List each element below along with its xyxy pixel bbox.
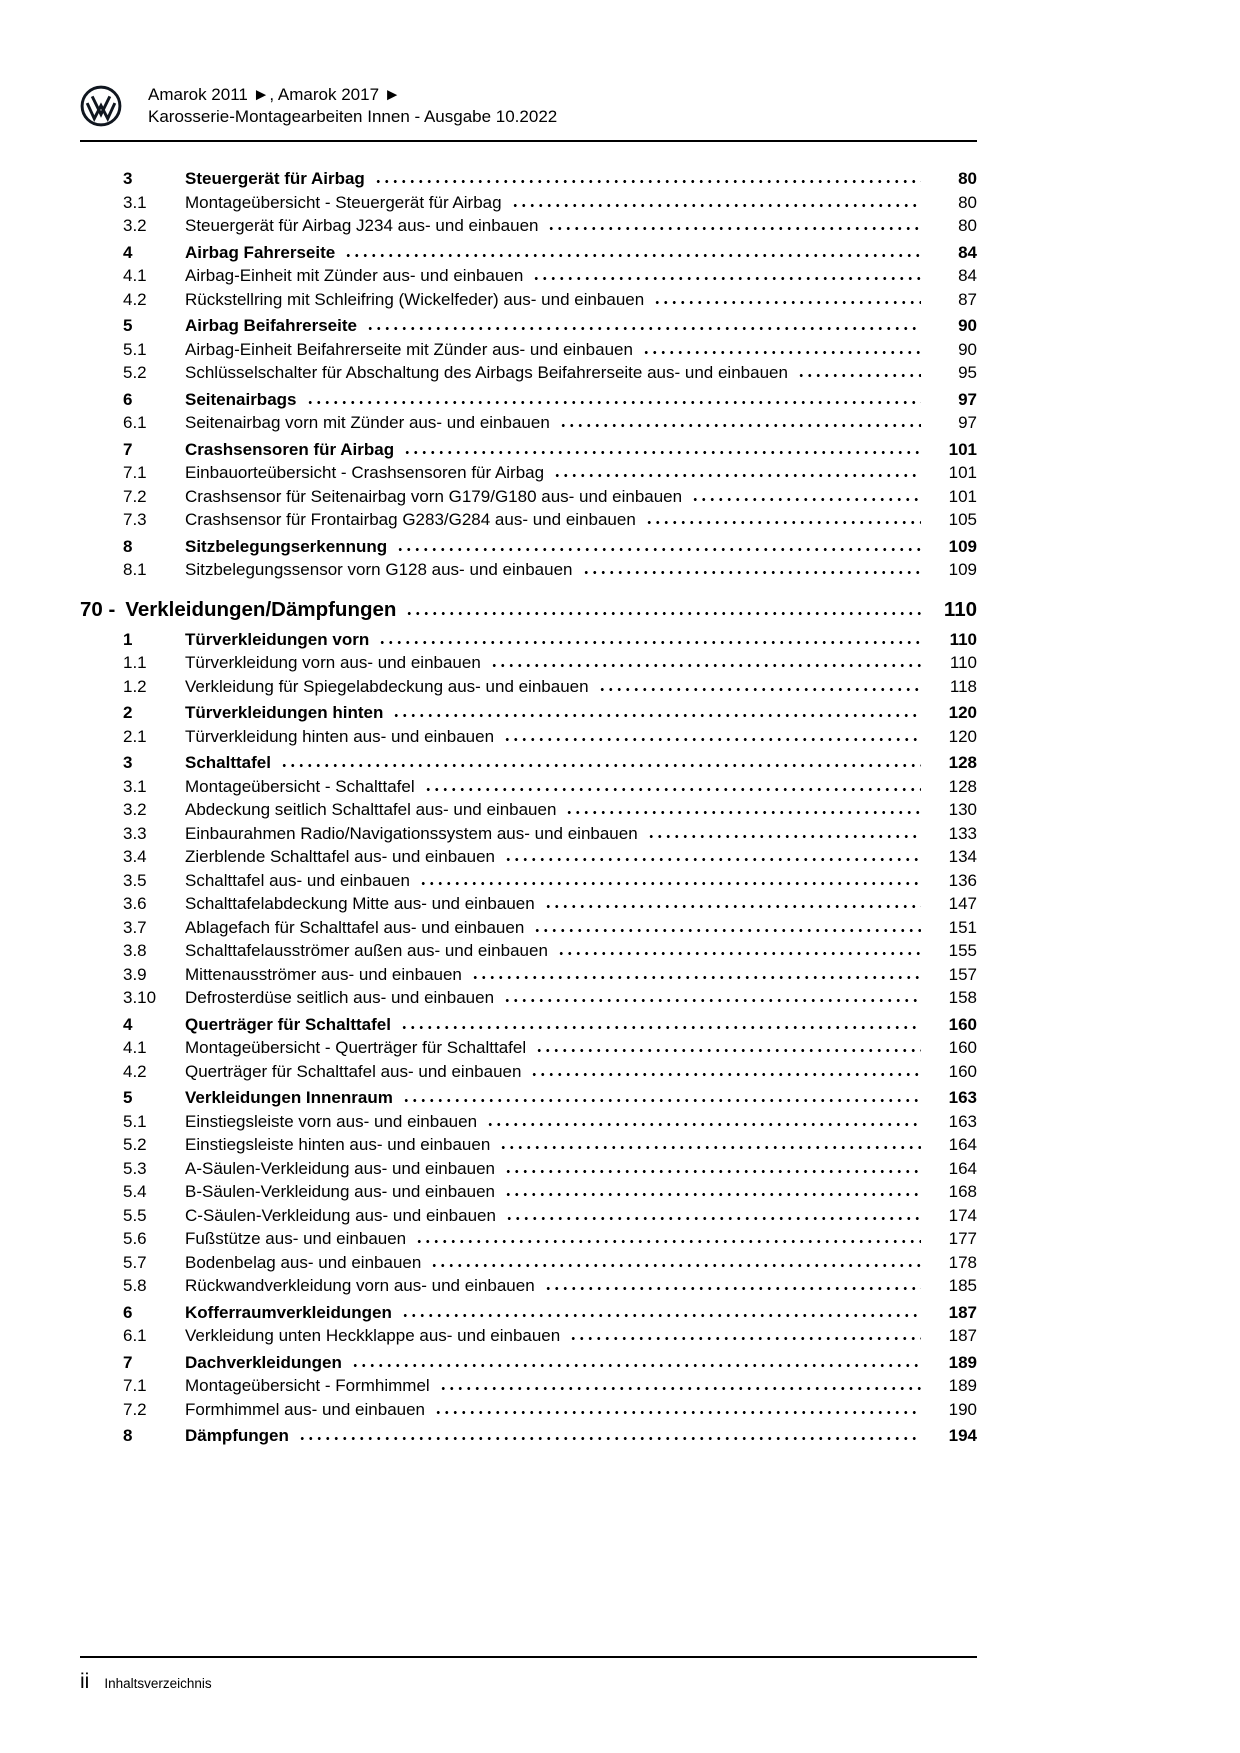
toc-entry-title: Verkleidungen Innenraum bbox=[185, 1088, 393, 1107]
toc-entry-number: 3 bbox=[123, 753, 133, 772]
toc-entry-title: Formhimmel aus- und einbauen bbox=[185, 1399, 426, 1419]
toc-entry-title: Montageübersicht - Steuergerät für Airbag bbox=[185, 192, 502, 212]
toc-row bbox=[80, 892, 977, 916]
toc-entry-number: 3.4 bbox=[123, 847, 147, 866]
dot-leader bbox=[298, 1436, 921, 1441]
dot-leader bbox=[486, 1122, 921, 1127]
toc-entry-page: 80 bbox=[958, 192, 977, 212]
toc-entry-number: 4.1 bbox=[123, 266, 147, 285]
toc-entry-number: 3.1 bbox=[123, 776, 147, 796]
toc-entry-number: 1.1 bbox=[123, 653, 147, 672]
toc-entry-title: Dachverkleidungen bbox=[185, 1352, 342, 1372]
toc-entry-number: 3.3 bbox=[123, 823, 147, 843]
toc-entry-title: Crashsensor für Seitenairbag vorn G179/G180 aus- und einbauen bbox=[185, 486, 683, 506]
toc-entry-page: 160 bbox=[948, 1061, 977, 1081]
toc-row bbox=[80, 264, 977, 288]
toc-entry-number: 6.1 bbox=[123, 1326, 147, 1345]
toc-entry-title: Crashsensoren für Airbag bbox=[185, 439, 395, 459]
toc-entry-number: 3.10 bbox=[123, 988, 157, 1007]
toc-entry-number: 7.1 bbox=[123, 1376, 147, 1395]
toc-row bbox=[80, 535, 977, 559]
page-header bbox=[80, 84, 977, 142]
toc-entry-number: 7.1 bbox=[123, 463, 147, 482]
toc-entry-page: 134 bbox=[948, 847, 977, 866]
toc-row bbox=[80, 916, 977, 940]
toc-entry-title: Defrosterdüse seitlich aus- und einbauen bbox=[185, 988, 495, 1007]
dot-leader bbox=[530, 1072, 921, 1077]
toc-entry-title: Türverkleidungen vorn bbox=[185, 629, 370, 649]
toc-entry-page: 128 bbox=[948, 776, 977, 796]
toc-entry-number: 3.6 bbox=[123, 894, 147, 913]
toc-entry-number: 5.4 bbox=[123, 1182, 147, 1201]
toc-entry-page: 105 bbox=[948, 510, 977, 529]
toc-row bbox=[80, 1060, 977, 1084]
toc-row bbox=[80, 1013, 977, 1037]
toc-row bbox=[80, 675, 977, 699]
toc-row bbox=[80, 845, 977, 869]
toc-entry-page: 90 bbox=[958, 339, 977, 359]
dot-leader bbox=[402, 1098, 921, 1103]
toc-entry-number: 7.3 bbox=[123, 510, 147, 529]
toc-row bbox=[80, 1133, 977, 1157]
toc-entry-number: 7.2 bbox=[123, 486, 147, 506]
toc-entry-page: 120 bbox=[948, 726, 977, 746]
toc-row bbox=[80, 1324, 977, 1348]
dot-leader bbox=[503, 998, 921, 1003]
dot-leader bbox=[653, 300, 921, 305]
toc-entry-number: 5.8 bbox=[123, 1276, 147, 1295]
toc-entry-number: 3.8 bbox=[123, 941, 147, 960]
toc-entry-title: Querträger für Schalttafel aus- und einbauen bbox=[185, 1061, 522, 1081]
toc-row bbox=[80, 1110, 977, 1134]
toc-row bbox=[80, 388, 977, 412]
toc-entry-page: 110 bbox=[949, 629, 977, 649]
toc-entry-page: 163 bbox=[948, 1111, 977, 1131]
toc-list bbox=[80, 167, 977, 1448]
toc-entry-page: 163 bbox=[948, 1088, 977, 1107]
toc-entry-page: 109 bbox=[948, 560, 977, 579]
toc-entry-number: 7 bbox=[123, 1352, 133, 1372]
toc-entry-number: 2 bbox=[123, 703, 133, 722]
toc-entry-title: B-Säulen-Verkleidung aus- und einbauen bbox=[185, 1182, 496, 1201]
toc-entry-page: 174 bbox=[948, 1205, 977, 1225]
toc-row bbox=[80, 628, 977, 652]
toc-row bbox=[80, 1351, 977, 1375]
toc-entry-number: 3.2 bbox=[123, 800, 147, 819]
toc-entry-number: 8 bbox=[123, 536, 133, 556]
toc-entry-title: Schalttafelausströmer außen aus- und einbauen bbox=[185, 941, 548, 960]
dot-leader bbox=[490, 663, 921, 668]
toc-entry-number: 5.5 bbox=[123, 1205, 147, 1225]
toc-entry-page: 84 bbox=[958, 266, 977, 285]
toc-row bbox=[80, 869, 977, 893]
dot-leader bbox=[544, 1286, 921, 1291]
toc-entry-title: Einstiegsleiste vorn aus- und einbauen bbox=[185, 1111, 478, 1131]
toc-row bbox=[80, 338, 977, 362]
toc-entry-title: C-Säulen-Verkleidung aus- und einbauen bbox=[185, 1205, 496, 1225]
dot-leader bbox=[547, 226, 921, 231]
dot-leader bbox=[797, 373, 921, 378]
toc-row bbox=[80, 963, 977, 987]
toc-entry-page: 110 bbox=[949, 653, 977, 672]
toc-row bbox=[80, 485, 977, 509]
toc-entry-page: 177 bbox=[948, 1229, 977, 1248]
dot-leader bbox=[535, 1048, 921, 1053]
toc-row bbox=[80, 798, 977, 822]
toc-row bbox=[80, 461, 977, 485]
toc-entry-number: 3 bbox=[123, 169, 133, 188]
dot-leader bbox=[374, 179, 921, 184]
toc-entry-page: 151 bbox=[948, 917, 977, 937]
toc-entry-number: 5.3 bbox=[123, 1158, 147, 1178]
model-line: Amarok 2011 ►, Amarok 2017 ► bbox=[148, 85, 401, 104]
toc-entry-title: Airbag-Einheit Beifahrerseite mit Zünder aus- und einbauen bbox=[185, 339, 633, 359]
toc-row bbox=[80, 411, 977, 435]
toc-entry-title: Seitenairbag vorn mit Zünder aus- und einbauen bbox=[185, 413, 550, 432]
dot-leader bbox=[504, 1192, 921, 1197]
toc-entry-page: 128 bbox=[948, 753, 977, 772]
toc-entry-number: 3.2 bbox=[123, 216, 147, 235]
toc-entry-title: Bodenbelag aus- und einbauen bbox=[185, 1252, 422, 1272]
toc-entry-number: 5 bbox=[123, 1088, 133, 1107]
dot-leader bbox=[499, 1145, 921, 1150]
toc-entry-number: 7.2 bbox=[123, 1399, 147, 1419]
toc-entry-page: 158 bbox=[948, 988, 977, 1007]
toc-row bbox=[80, 1424, 977, 1448]
toc-entry-page: 155 bbox=[948, 941, 977, 960]
dot-leader bbox=[366, 326, 921, 331]
toc-entry-page: 168 bbox=[948, 1182, 977, 1201]
dot-leader bbox=[306, 400, 922, 405]
dot-leader bbox=[344, 253, 921, 258]
toc-entry-title: Mittenausströmer aus- und einbauen bbox=[185, 964, 462, 984]
dot-leader bbox=[544, 904, 921, 909]
toc-entry-number: 3.1 bbox=[123, 192, 147, 212]
toc-entry-title: Sitzbelegungssensor vorn G128 aus- und einbauen bbox=[185, 560, 573, 579]
toc-entry-number: 3.9 bbox=[123, 964, 147, 984]
toc-entry-number: 4 bbox=[123, 1014, 133, 1034]
dot-leader bbox=[439, 1386, 921, 1391]
toc-entry-title: Ablagefach für Schalttafel aus- und einbauen bbox=[185, 917, 525, 937]
toc-row bbox=[80, 438, 977, 462]
toc-entry-page: 97 bbox=[958, 413, 977, 432]
toc-entry-page: 194 bbox=[948, 1426, 977, 1445]
toc-entry-page: 160 bbox=[948, 1014, 977, 1034]
toc-entry-number: 5.2 bbox=[123, 1135, 147, 1154]
dot-leader bbox=[533, 928, 921, 933]
document-subtitle: Karosserie-Montagearbeiten Innen - Ausgabe 10.2022 bbox=[148, 107, 558, 126]
dot-leader bbox=[405, 611, 921, 616]
toc-entry-title: Seitenairbags bbox=[185, 389, 297, 409]
toc-entry-number: 5.6 bbox=[123, 1229, 147, 1248]
toc-row bbox=[80, 939, 977, 963]
toc-row bbox=[80, 1398, 977, 1422]
toc-row bbox=[80, 558, 977, 582]
toc-row bbox=[80, 595, 977, 625]
toc-entry-page: 109 bbox=[948, 536, 977, 556]
toc-row bbox=[80, 1301, 977, 1325]
toc-entry-title: Airbag Fahrerseite bbox=[185, 242, 336, 262]
toc-row bbox=[80, 214, 977, 238]
toc-entry-title: Türverkleidungen hinten bbox=[185, 703, 384, 722]
dot-leader bbox=[553, 473, 921, 478]
toc-entry-title: Verkleidungen/Dämpfungen bbox=[125, 597, 397, 621]
toc-entry-number: 7 bbox=[123, 439, 133, 459]
toc-entry-title: Steuergerät für Airbag J234 aus- und einbauen bbox=[185, 216, 539, 235]
dot-leader bbox=[503, 737, 921, 742]
toc-entry-title: Schalttafelabdeckung Mitte aus- und einbauen bbox=[185, 894, 535, 913]
dot-leader bbox=[392, 713, 921, 718]
toc-entry-number: 1.2 bbox=[123, 676, 147, 696]
toc-entry-title: Schlüsselschalter für Abschaltung des Airbags Beifahrerseite aus- und einbauen bbox=[185, 363, 788, 382]
toc-entry-number: 8 bbox=[123, 1426, 133, 1445]
toc-entry-title: Montageübersicht - Formhimmel bbox=[185, 1376, 430, 1395]
dot-leader bbox=[424, 787, 921, 792]
toc-entry-title: Verkleidung unten Heckklappe aus- und einbauen bbox=[185, 1326, 561, 1345]
toc-entry-title: Einbaurahmen Radio/Navigationssystem aus- und einbauen bbox=[185, 823, 638, 843]
toc-row bbox=[80, 191, 977, 215]
toc-row bbox=[80, 1274, 977, 1298]
toc-entry-number: 1 bbox=[123, 629, 133, 649]
dot-leader bbox=[559, 423, 921, 428]
toc-entry-title: Verkleidung für Spiegelabdeckung aus- und einbauen bbox=[185, 676, 589, 696]
toc-entry-number: 5.7 bbox=[123, 1252, 147, 1272]
toc-entry-title: Montageübersicht - Schalttafel bbox=[185, 776, 415, 796]
footer-page-number: ii bbox=[80, 1670, 90, 1693]
toc-row bbox=[80, 241, 977, 265]
toc-entry-page: 120 bbox=[948, 703, 977, 722]
dot-leader bbox=[351, 1363, 921, 1368]
vw-logo-icon bbox=[80, 85, 122, 127]
toc-entry-number: 5.1 bbox=[123, 339, 147, 359]
toc-entry-number: 6 bbox=[123, 389, 133, 409]
dot-leader bbox=[511, 203, 921, 208]
dot-leader bbox=[532, 276, 921, 281]
toc-entry-number: 5.1 bbox=[123, 1111, 147, 1131]
footer-section-title: Inhaltsverzeichnis bbox=[104, 1676, 212, 1691]
toc-entry-title: Dämpfungen bbox=[185, 1426, 289, 1445]
toc-entry-number: 4.2 bbox=[123, 289, 147, 309]
toc-row bbox=[80, 1204, 977, 1228]
toc-row bbox=[80, 1227, 977, 1251]
toc-entry-page: 133 bbox=[948, 823, 977, 843]
toc-entry-number: 6.1 bbox=[123, 413, 147, 432]
toc-entry-title: Schalttafel aus- und einbauen bbox=[185, 870, 410, 890]
toc-entry-title: Kofferraumverkleidungen bbox=[185, 1302, 392, 1322]
dot-leader bbox=[504, 1169, 921, 1174]
toc-entry-page: 160 bbox=[948, 1038, 977, 1057]
toc-entry-page: 110 bbox=[943, 597, 977, 621]
toc-entry-page: 189 bbox=[948, 1352, 977, 1372]
toc-entry-page: 185 bbox=[948, 1276, 977, 1295]
dot-leader bbox=[430, 1263, 921, 1268]
dot-leader bbox=[565, 810, 921, 815]
toc-row bbox=[80, 822, 977, 846]
toc-row bbox=[80, 1251, 977, 1275]
toc-entry-number: 3.7 bbox=[123, 917, 147, 937]
dot-leader bbox=[415, 1239, 921, 1244]
toc-entry-number: 8.1 bbox=[123, 560, 147, 579]
toc-entry-title: Querträger für Schalttafel bbox=[185, 1014, 391, 1034]
toc-entry-page: 130 bbox=[948, 800, 977, 819]
toc-row bbox=[80, 651, 977, 675]
toc-entry-page: 164 bbox=[948, 1158, 977, 1178]
page-footer bbox=[80, 1656, 977, 1693]
toc-entry-page: 190 bbox=[948, 1399, 977, 1419]
dot-leader bbox=[419, 881, 921, 886]
toc-entry-page: 80 bbox=[958, 216, 977, 235]
dot-leader bbox=[504, 857, 921, 862]
toc-entry-number: 4.1 bbox=[123, 1038, 147, 1057]
toc-entry-page: 157 bbox=[948, 964, 977, 984]
toc-row bbox=[80, 751, 977, 775]
toc-row bbox=[80, 986, 977, 1010]
toc-entry-title: Abdeckung seitlich Schalttafel aus- und einbauen bbox=[185, 800, 557, 819]
toc-row bbox=[80, 701, 977, 725]
toc-row bbox=[80, 1036, 977, 1060]
toc-entry-page: 101 bbox=[948, 486, 977, 506]
toc-entry-page: 90 bbox=[958, 316, 977, 335]
toc-entry-page: 84 bbox=[958, 242, 977, 262]
dot-leader bbox=[647, 834, 921, 839]
dot-leader bbox=[642, 350, 921, 355]
toc-entry-page: 187 bbox=[948, 1326, 977, 1345]
dot-leader bbox=[378, 640, 921, 645]
dot-leader bbox=[691, 497, 921, 502]
toc-entry-number: 6 bbox=[123, 1302, 133, 1322]
toc-entry-page: 178 bbox=[948, 1252, 977, 1272]
toc-entry-title: Einstiegsleiste hinten aus- und einbauen bbox=[185, 1135, 491, 1154]
dot-leader bbox=[471, 975, 921, 980]
toc-entry-page: 101 bbox=[948, 439, 977, 459]
toc-entry-title: Sitzbelegungserkennung bbox=[185, 536, 388, 556]
dot-leader bbox=[582, 570, 922, 575]
toc-entry-number: 2.1 bbox=[123, 726, 147, 746]
toc-row bbox=[80, 1374, 977, 1398]
toc-entry-number: 3.5 bbox=[123, 870, 147, 890]
toc-entry-title: Steuergerät für Airbag bbox=[185, 169, 365, 188]
toc-entry-page: 164 bbox=[948, 1135, 977, 1154]
toc-entry-number: 5.2 bbox=[123, 363, 147, 382]
toc-entry-page: 97 bbox=[958, 389, 977, 409]
toc-entry-title: Montageübersicht - Querträger für Schalttafel bbox=[185, 1038, 527, 1057]
toc-entry-number: 5 bbox=[123, 316, 133, 335]
dot-leader bbox=[505, 1216, 921, 1221]
toc-row bbox=[80, 1086, 977, 1110]
toc-row bbox=[80, 775, 977, 799]
dot-leader bbox=[400, 1025, 921, 1030]
dot-leader bbox=[403, 450, 921, 455]
toc-entry-page: 95 bbox=[958, 363, 977, 382]
toc-entry-title: Einbauorteübersicht - Crashsensoren für Airbag bbox=[185, 463, 545, 482]
dot-leader bbox=[434, 1410, 921, 1415]
toc-entry-title: Türverkleidung vorn aus- und einbauen bbox=[185, 653, 481, 672]
toc-entry-title: Airbag Beifahrerseite bbox=[185, 316, 357, 335]
toc-entry-title: Türverkleidung hinten aus- und einbauen bbox=[185, 726, 495, 746]
toc-row bbox=[80, 361, 977, 385]
toc-row bbox=[80, 167, 977, 191]
toc-entry-page: 147 bbox=[948, 894, 977, 913]
toc-entry-page: 136 bbox=[948, 870, 977, 890]
toc-row bbox=[80, 1180, 977, 1204]
toc-entry-number: 4.2 bbox=[123, 1061, 147, 1081]
toc-entry-number: 4 bbox=[123, 242, 133, 262]
toc-entry-page: 118 bbox=[949, 676, 977, 696]
toc-entry-page: 101 bbox=[948, 463, 977, 482]
toc-entry-title: Zierblende Schalttafel aus- und einbauen bbox=[185, 847, 495, 866]
toc-entry-title: Crashsensor für Frontairbag G283/G284 aus- und einbauen bbox=[185, 510, 636, 529]
toc-row bbox=[80, 288, 977, 312]
toc-entry-title: Rückwandverkleidung vorn aus- und einbauen bbox=[185, 1276, 535, 1295]
toc-entry-title: Rückstellring mit Schleifring (Wickelfeder) aus- und einbauen bbox=[185, 289, 645, 309]
toc-entry-page: 80 bbox=[958, 169, 977, 188]
toc-entry-number: 70 - bbox=[80, 597, 116, 621]
dot-leader bbox=[557, 951, 921, 956]
toc-entry-title: A-Säulen-Verkleidung aus- und einbauen bbox=[185, 1158, 496, 1178]
toc-entry-page: 87 bbox=[958, 289, 977, 309]
toc-entry-title: Schalttafel bbox=[185, 753, 271, 772]
dot-leader bbox=[280, 763, 921, 768]
toc-entry-page: 187 bbox=[948, 1302, 977, 1322]
toc-row bbox=[80, 1157, 977, 1181]
dot-leader bbox=[396, 547, 921, 552]
toc-row bbox=[80, 725, 977, 749]
dot-leader bbox=[598, 687, 921, 692]
header-divider bbox=[80, 140, 977, 142]
dot-leader bbox=[401, 1313, 921, 1318]
toc-row bbox=[80, 314, 977, 338]
toc-entry-title: Fußstütze aus- und einbauen bbox=[185, 1229, 407, 1248]
toc-entry-page: 189 bbox=[948, 1376, 977, 1395]
toc-row bbox=[80, 508, 977, 532]
dot-leader bbox=[645, 520, 921, 525]
dot-leader bbox=[569, 1336, 921, 1341]
toc-entry-title: Airbag-Einheit mit Zünder aus- und einbauen bbox=[185, 266, 524, 285]
